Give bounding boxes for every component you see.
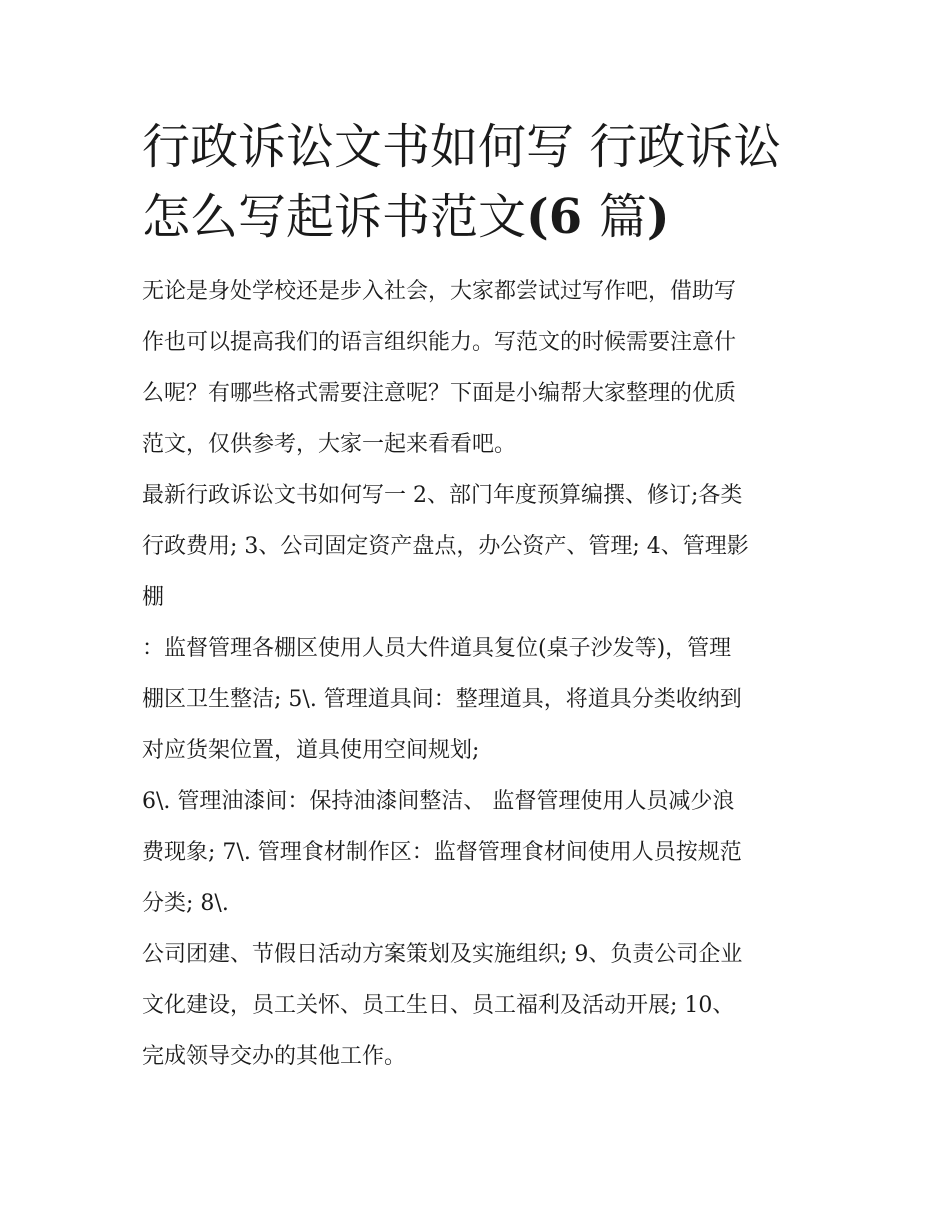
title-line-2-text: 怎么写起诉书范文 [142, 189, 527, 245]
text-line: 么呢？有哪些格式需要注意呢？下面是小编帮大家整理的优质 [142, 381, 737, 406]
text-line: 行政费用; 3、公司固定资产盘点，办公资产、管理; 4、管理影 [142, 534, 749, 559]
text-line: 分类; 8\. [142, 891, 229, 916]
text-line: 公司团建、节假日活动方案策划及实施组织; 9、负责公司企业 [142, 942, 743, 967]
title-count-unit: 篇 [598, 189, 647, 245]
paragraph-duties-4 [142, 929, 822, 1082]
document-content [142, 112, 822, 1082]
text-line: 范文，仅供参考，大家一起来看看吧。 [142, 432, 517, 457]
text-line: 棚 [142, 585, 165, 610]
text-line: 费现象; 7\. 管理食材制作区：监督管理食材间使用人员按规范 [142, 840, 742, 865]
title-count-open: (6 [526, 189, 599, 245]
title-line-1: 行政诉讼文书如何写 行政诉讼 [142, 119, 782, 175]
paragraph-intro [142, 266, 822, 470]
text-line: 对应货架位置，道具使用空间规划; [142, 738, 480, 763]
document-title [142, 112, 822, 252]
paragraph-duties-3 [142, 776, 822, 929]
text-line: 无论是身处学校还是步入社会，大家都尝试过写作吧，借助写 [142, 279, 737, 304]
text-line: 最新行政诉讼文书如何写一 2、部门年度预算编撰、修订;各类 [142, 483, 743, 508]
title-count-close: ) [646, 189, 670, 245]
paragraph-duties-2 [142, 623, 822, 776]
document-body [142, 266, 822, 1082]
text-line: 作也可以提高我们的语言组织能力。写范文的时候需要注意什 [142, 330, 737, 355]
text-line: 棚区卫生整洁; 5\. 管理道具间：整理道具，将道具分类收纳到 [142, 687, 742, 712]
text-line: ：监督管理各棚区使用人员大件道具复位(桌子沙发等)，管理 [142, 636, 732, 661]
paragraph-duties-1 [142, 470, 822, 623]
text-line: 文化建设，员工关怀、员工生日、员工福利及活动开展; 10、 [142, 993, 735, 1018]
title-line-2 [142, 182, 822, 252]
text-line: 完成领导交办的其他工作。 [142, 1044, 407, 1069]
text-line: 6\. 管理油漆间：保持油漆间整洁、 监督管理使用人员减少浪 [142, 789, 735, 814]
